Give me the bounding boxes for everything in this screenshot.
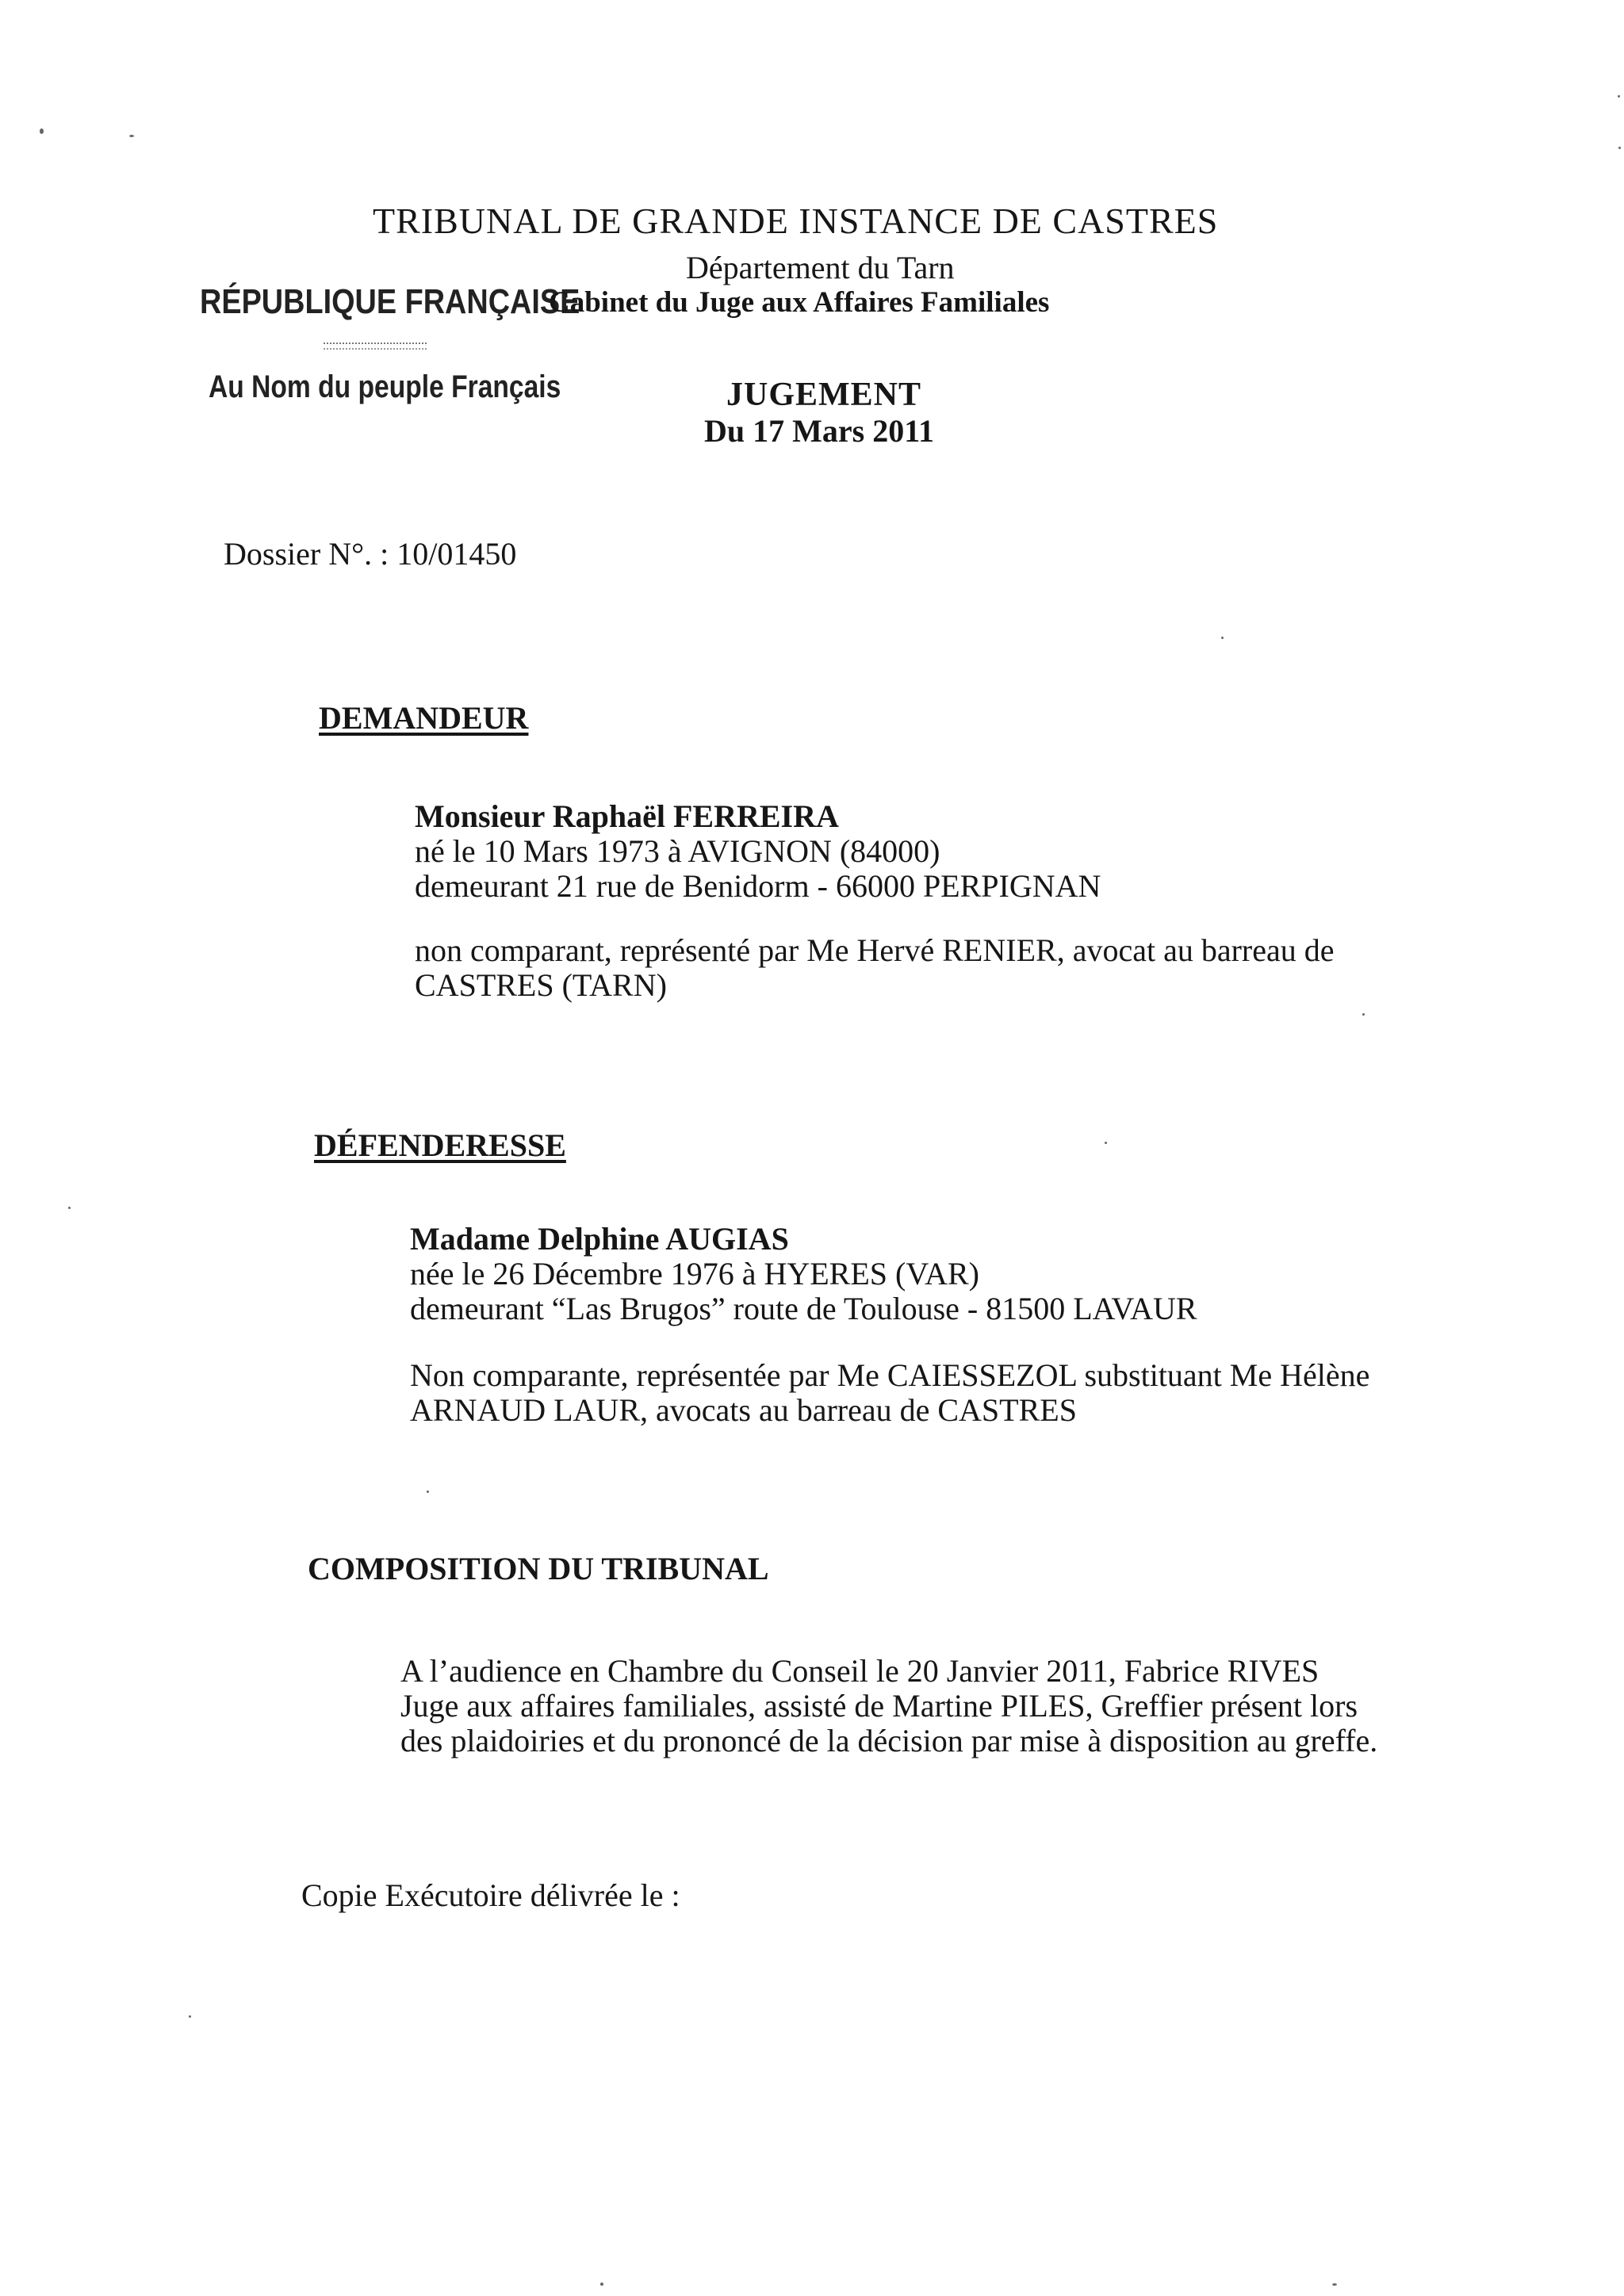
- cabinet-label: Cabinet du Juge aux Affaires Familiales: [549, 286, 1050, 319]
- scan-speck: [427, 1490, 429, 1493]
- document-type: JUGEMENT: [726, 377, 922, 413]
- defenderesse-identity: [410, 1222, 1197, 1326]
- composition-line2: Juge aux affaires familiales, assisté de Martine PILES, Greffier présent lors: [400, 1688, 1358, 1724]
- court-title: TRIBUNAL DE GRANDE INSTANCE DE CASTRES: [373, 201, 1219, 241]
- scan-speck: [1618, 147, 1621, 149]
- scan-speck: [1332, 2283, 1337, 2286]
- stamp-smudge: [324, 342, 427, 350]
- composition-text: [400, 1654, 1377, 1758]
- scan-speck: [1221, 637, 1224, 639]
- demandeur-name: Monsieur Raphaël FERREIRA: [415, 798, 839, 834]
- au-nom-stamp: Au Nom du peuple Français: [209, 369, 561, 404]
- demandeur-address: demeurant 21 rue de Benidorm - 66000 PERPIGNAN: [415, 868, 1101, 904]
- defenderesse-representation: [410, 1358, 1369, 1428]
- demandeur-representation: [415, 933, 1334, 1003]
- defenderesse-heading: DÉFENDERESSE: [314, 1127, 566, 1163]
- scan-speck: [1618, 95, 1620, 98]
- composition-line3: des plaidoiries et du prononcé de la décision par mise à disposition au greffe.: [400, 1723, 1378, 1758]
- demandeur-heading: DEMANDEUR: [319, 700, 529, 736]
- demandeur-birth: né le 10 Mars 1973 à AVIGNON (84000): [415, 833, 940, 869]
- demandeur-identity: [415, 799, 1101, 904]
- republique-stamp: RÉPUBLIQUE FRANÇAISE: [200, 282, 580, 321]
- scan-speck: [1362, 1013, 1365, 1016]
- scan-speck: [189, 2015, 191, 2018]
- composition-heading: COMPOSITION DU TRIBUNAL: [308, 1551, 769, 1586]
- defenderesse-address: demeurant “Las Brugos” route de Toulouse - 81500 LAVAUR: [410, 1291, 1197, 1326]
- demandeur-representation-line2: CASTRES (TARN): [415, 967, 667, 1003]
- scan-speck: [1105, 1142, 1107, 1144]
- defenderesse-representation-line2: ARNAUD LAUR, avocats au barreau de CASTRES: [410, 1392, 1077, 1428]
- defenderesse-birth: née le 26 Décembre 1976 à HYERES (VAR): [410, 1256, 979, 1292]
- scan-speck: [40, 128, 44, 134]
- scan-speck: [68, 1207, 71, 1209]
- defenderesse-name: Madame Delphine AUGIAS: [410, 1221, 789, 1257]
- defenderesse-representation-line1: Non comparante, représentée par Me CAIESSEZOL substituant Me Hélène: [410, 1357, 1370, 1393]
- scan-speck: [600, 2283, 603, 2286]
- composition-line1: A l’audience en Chambre du Conseil le 20 Janvier 2011, Fabrice RIVES: [400, 1653, 1320, 1689]
- dossier-number: Dossier N°. : 10/01450: [224, 536, 517, 572]
- copie-executoire: Copie Exécutoire délivrée le :: [301, 1877, 680, 1913]
- department-label: Département du Tarn: [686, 250, 955, 285]
- document-date: Du 17 Mars 2011: [704, 413, 934, 449]
- scan-speck: [129, 135, 134, 137]
- demandeur-representation-line1: non comparant, représenté par Me Hervé RENIER, avocat au barreau de: [415, 932, 1335, 968]
